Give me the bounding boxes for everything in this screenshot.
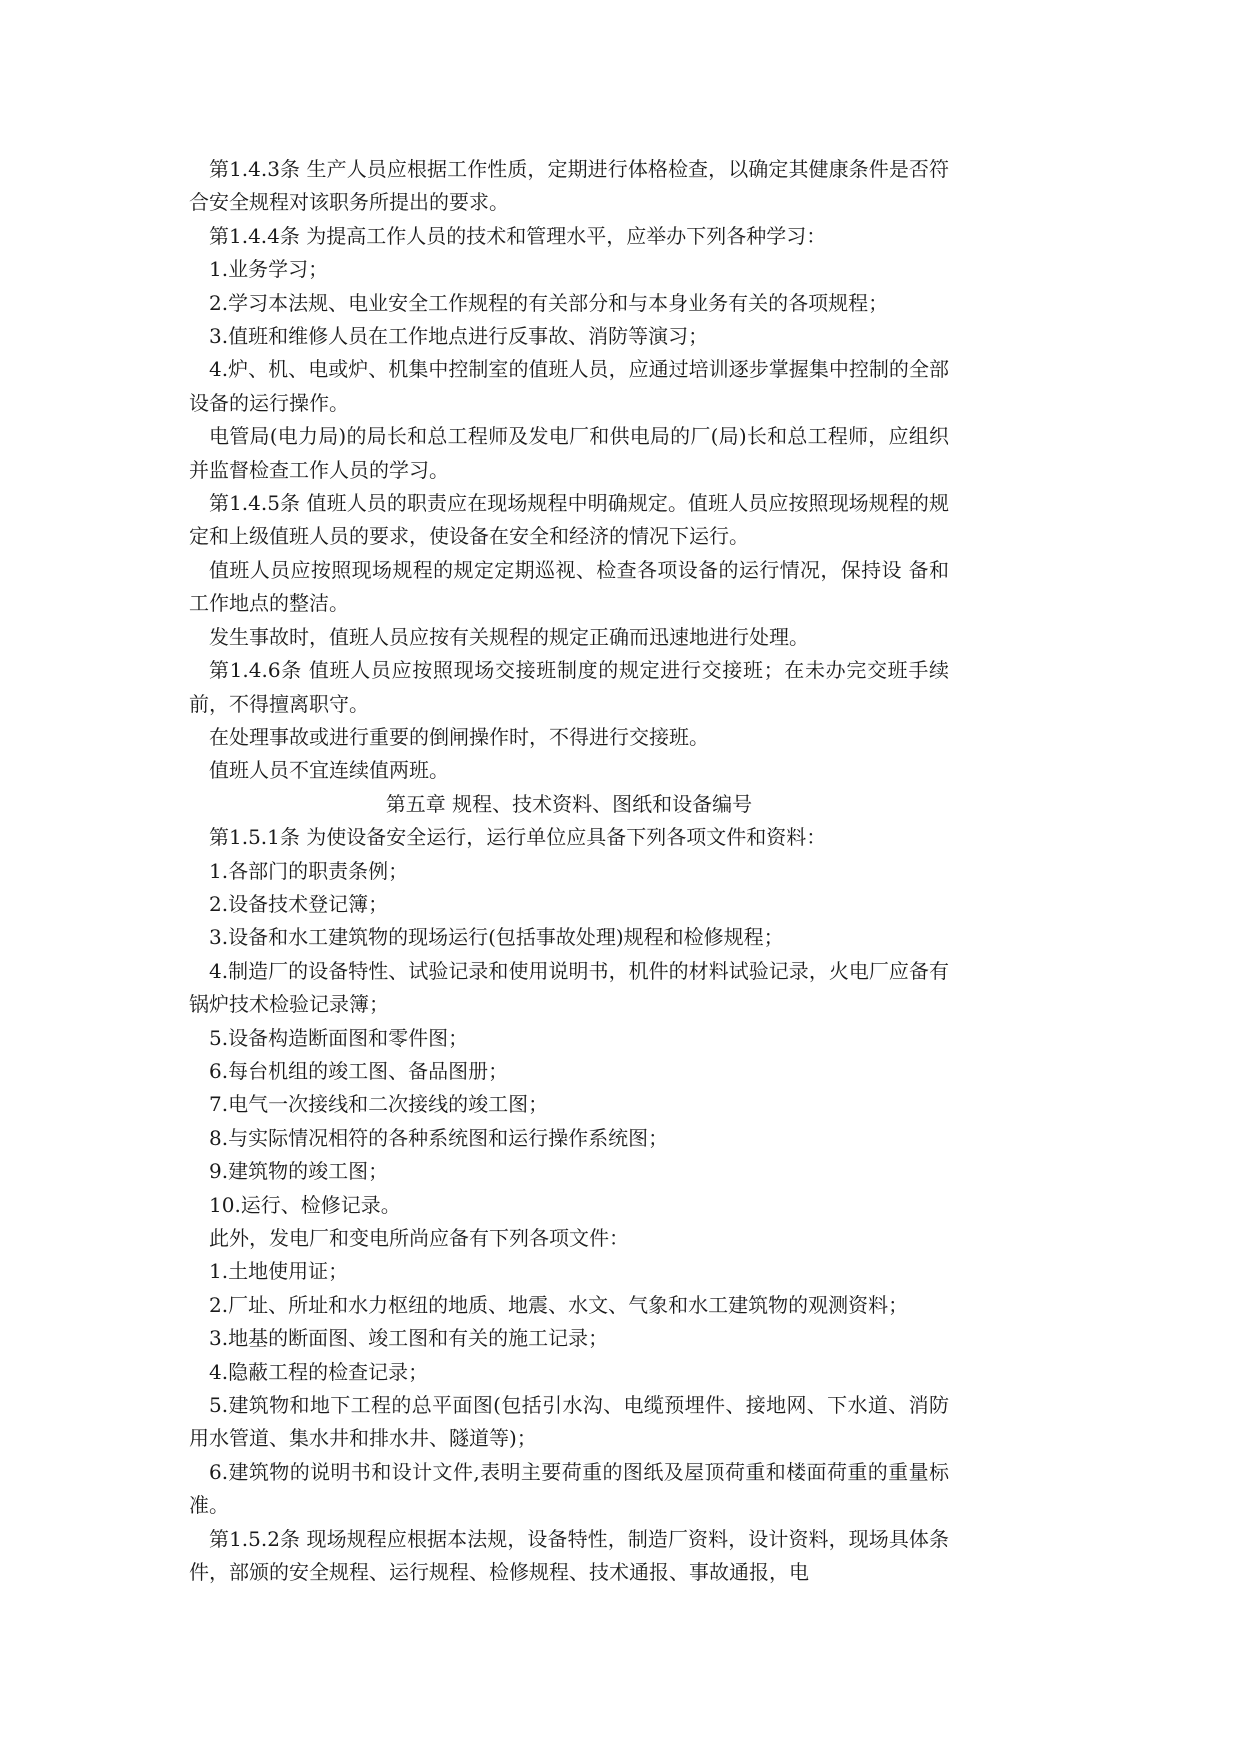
paragraph: 此外，发电厂和变电所尚应备有下列各项文件： bbox=[209, 1226, 629, 1250]
list-item: 7.电气一次接线和二次接线的竣工图； bbox=[209, 1092, 549, 1117]
list-item: 6.每台机组的竣工图、备品图册； bbox=[209, 1058, 509, 1083]
paragraph: 值班人员应按照现场规程的规定定期巡视、检查各项设备的运行情况，保持设 备和工作地点的整洁。 bbox=[189, 557, 949, 616]
list-item: 3.设备和水工建筑物的现场运行(包括事故处理)规程和检修规程； bbox=[209, 925, 784, 950]
list-item: 3.地基的断面图、竣工图和有关的施工记录； bbox=[209, 1326, 609, 1351]
paragraph: 在处理事故或进行重要的倒闸操作时，不得进行交接班。 bbox=[209, 724, 709, 749]
list-item: 4.隐蔽工程的检查记录； bbox=[209, 1359, 429, 1384]
paragraph-1-4-4: 第1.4.4条 为提高工作人员的技术和管理水平，应举办下列各种学习： bbox=[209, 223, 827, 248]
list-item: 2.厂址、所址和水力枢纽的地质、地震、水文、气象和水工建筑物的观测资料； bbox=[209, 1292, 909, 1317]
list-item: 9.建筑物的竣工图； bbox=[209, 1159, 389, 1184]
list-item: 2.设备技术登记簿； bbox=[209, 891, 389, 916]
list-item: 2.学习本法规、电业安全工作规程的有关部分和与本身业务有关的各项规程； bbox=[209, 290, 889, 315]
list-item: 5.设备构造断面图和零件图； bbox=[209, 1025, 469, 1050]
list-item: 6.建筑物的说明书和设计文件,表明主要荷重的图纸及屋顶荷重和楼面荷重的重量标准。 bbox=[189, 1459, 949, 1518]
list-item: 5.建筑物和地下工程的总平面图(包括引水沟、电缆预埋件、接地网、下水道、消防用水管道、集水井和排水井、隧道等)； bbox=[189, 1393, 949, 1451]
paragraph: 电管局(电力局)的局长和总工程师及发电厂和供电局的厂(局)长和总工程师，应组织并监督检查工作人员的学习。 bbox=[189, 424, 949, 482]
paragraph-1-5-1: 第1.5.1条 为使设备安全运行，运行单位应具备下列各项文件和资料： bbox=[209, 825, 827, 850]
list-item: 3.值班和维修人员在工作地点进行反事故、消防等演习； bbox=[209, 324, 709, 349]
list-item: 1.各部门的职责条例； bbox=[209, 858, 409, 883]
document-body bbox=[189, 153, 949, 1589]
list-item: 10.运行、检修记录。 bbox=[209, 1192, 401, 1217]
paragraph: 发生事故时，值班人员应按有关规程的规定正确而迅速地进行处理。 bbox=[209, 624, 809, 649]
list-item: 1.业务学习； bbox=[209, 257, 329, 282]
list-item: 4.制造厂的设备特性、试验记录和使用说明书，机件的材料试验记录，火电厂应备有锅炉技术检验记录簿； bbox=[189, 958, 949, 1017]
paragraph: 值班人员不宜连续值两班。 bbox=[209, 758, 449, 783]
paragraph-1-4-5: 第1.4.5条 值班人员的职责应在现场规程中明确规定。值班人员应按照现场规程的规定和上级值班人员的要求，使设备在安全和经济的情况下运行。 bbox=[189, 491, 949, 549]
chapter-heading: 第五章 规程、技术资料、图纸和设备编号 bbox=[385, 791, 753, 816]
list-item: 1.土地使用证； bbox=[209, 1259, 349, 1284]
paragraph-1-4-6: 第1.4.6条 值班人员应按照现场交接班制度的规定进行交接班；在未办完交班手续前，不得擅离职守。 bbox=[189, 658, 949, 716]
paragraph-1-5-2: 第1.5.2条 现场规程应根据本法规，设备特性，制造厂资料，设计资料，现场具体条件，部颁的安全规程、运行规程、检修规程、技术通报、事故通报，电 bbox=[189, 1526, 949, 1585]
paragraph-1-4-3: 第1.4.3条 生产人员应根据工作性质，定期进行体格检查，以确定其健康条件是否符合安全规程对该职务所提出的要求。 bbox=[189, 157, 949, 215]
list-item: 8.与实际情况相符的各种系统图和运行操作系统图； bbox=[209, 1125, 669, 1150]
list-item: 4.炉、机、电或炉、机集中控制室的值班人员，应通过培训逐步掌握集中控制的全部设备的运行操作。 bbox=[189, 357, 949, 415]
